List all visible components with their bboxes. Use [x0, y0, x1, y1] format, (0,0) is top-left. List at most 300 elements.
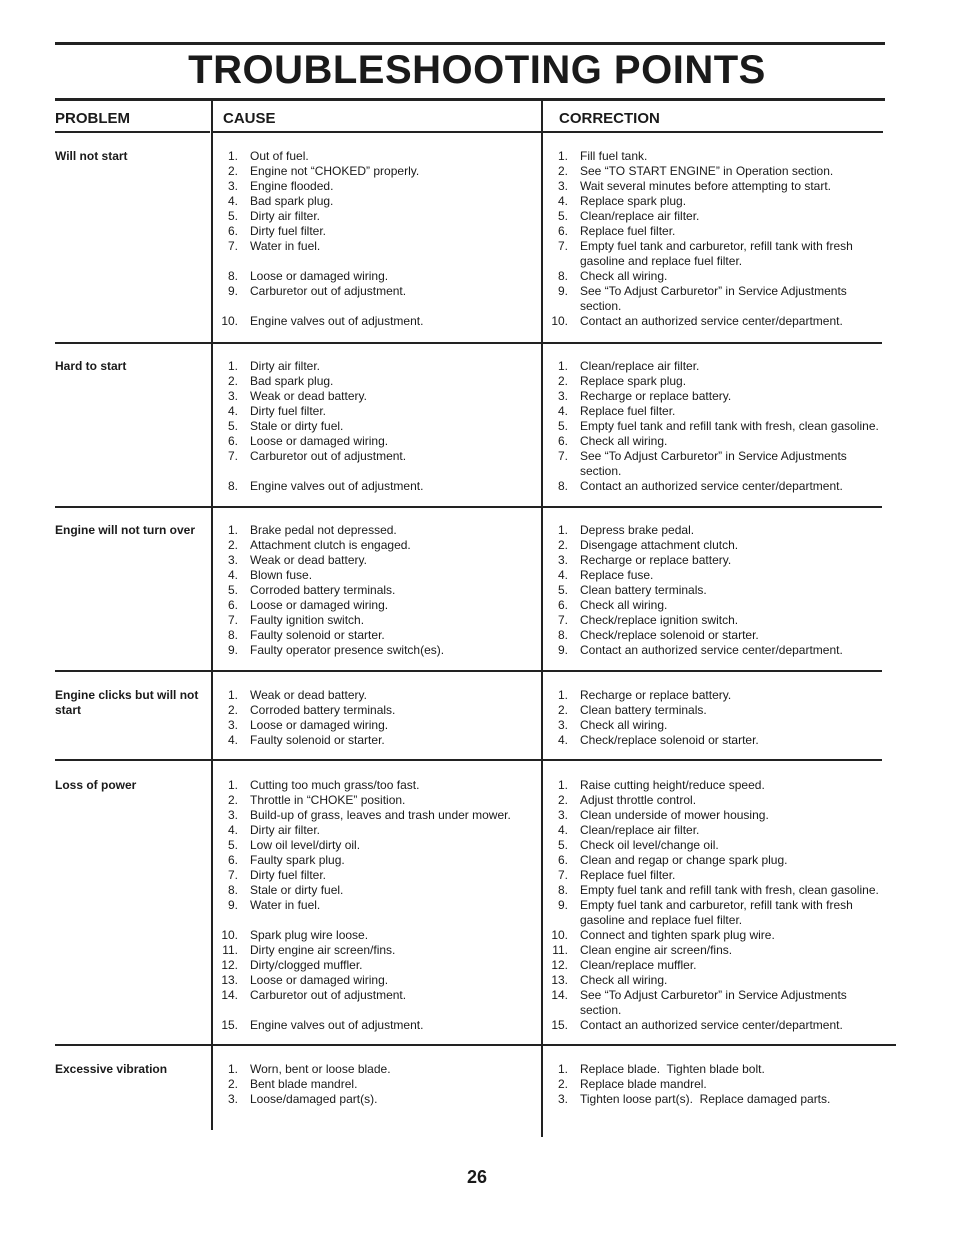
list-item	[550, 988, 885, 1018]
item-number: 8.	[227, 883, 238, 897]
item-text: Brake pedal not depressed.	[250, 523, 397, 537]
list-item	[550, 628, 885, 643]
item-number: 8.	[227, 479, 238, 493]
item-text: Clean/replace air filter.	[580, 359, 700, 373]
list-item	[550, 404, 885, 419]
list-item	[220, 568, 540, 583]
item-number: 2.	[227, 374, 238, 388]
header-correction: CORRECTION	[559, 110, 660, 127]
item-text: Loose or damaged wiring.	[250, 434, 389, 448]
list-item	[550, 1018, 885, 1033]
list-item	[220, 359, 540, 374]
item-text: Engine not “CHOKED” properly.	[250, 164, 420, 178]
item-number: 4.	[557, 733, 568, 747]
item-text: Engine valves out of adjustment.	[250, 314, 424, 328]
section-rule	[55, 670, 882, 672]
item-number: 4.	[227, 194, 238, 208]
list-item	[550, 703, 885, 718]
list-item	[550, 389, 885, 404]
item-number: 2.	[227, 703, 238, 717]
cause-list	[220, 778, 540, 1033]
item-number: 8.	[557, 269, 568, 283]
item-number: 6.	[227, 853, 238, 867]
section-rule	[55, 342, 882, 344]
item-number: 7.	[227, 449, 238, 463]
item-text: Bent blade mandrel.	[250, 1077, 358, 1091]
item-number: 3.	[557, 1092, 568, 1106]
list-item	[550, 1092, 885, 1107]
list-item	[220, 164, 540, 179]
cause-list	[220, 149, 540, 329]
item-number: 9.	[557, 898, 568, 912]
item-number: 3.	[557, 718, 568, 732]
list-item	[220, 778, 540, 793]
item-text: Contact an authorized service center/department.	[580, 479, 843, 493]
list-item	[550, 374, 885, 389]
item-number: 9.	[227, 643, 238, 657]
correction-list	[550, 1062, 885, 1107]
item-text: Loose or damaged wiring.	[250, 269, 389, 283]
item-text: Engine valves out of adjustment.	[250, 1018, 424, 1032]
list-item	[220, 688, 540, 703]
item-text: See “To Adjust Carburetor” in Service Adjustments section.	[580, 284, 847, 313]
item-number: 10.	[551, 928, 568, 942]
item-number: 6.	[557, 853, 568, 867]
item-text: Connect and tighten spark plug wire.	[580, 928, 775, 942]
problem-label: Hard to start	[55, 359, 127, 373]
item-text: Worn, bent or loose blade.	[250, 1062, 391, 1076]
item-number: 3.	[227, 389, 238, 403]
list-item	[550, 1077, 885, 1092]
list-item	[220, 209, 540, 224]
list-item	[220, 1062, 540, 1077]
column-divider-correction	[541, 100, 543, 1137]
item-text: Loose or damaged wiring.	[250, 973, 389, 987]
item-number: 15.	[221, 1018, 238, 1032]
list-item	[220, 823, 540, 838]
list-item	[220, 179, 540, 194]
item-number: 2.	[557, 703, 568, 717]
item-text: Dirty engine air screen/fins.	[250, 943, 396, 957]
item-number: 1.	[557, 1062, 568, 1076]
top-rule	[55, 42, 885, 45]
item-number: 9.	[557, 284, 568, 298]
list-item	[550, 958, 885, 973]
item-number: 4.	[557, 404, 568, 418]
item-text: Faulty solenoid or starter.	[250, 628, 385, 642]
item-number: 1.	[227, 688, 238, 702]
list-item	[220, 988, 540, 1018]
item-text: Empty fuel tank and refill tank with fresh, clean gasoline.	[580, 883, 879, 897]
item-text: Bad spark plug.	[250, 374, 334, 388]
item-number: 1.	[557, 359, 568, 373]
item-text: Weak or dead battery.	[250, 553, 367, 567]
item-text: Replace fuse.	[580, 568, 654, 582]
list-item	[550, 598, 885, 613]
item-number: 1.	[557, 523, 568, 537]
list-item	[220, 224, 540, 239]
item-number: 7.	[557, 613, 568, 627]
item-text: Recharge or replace battery.	[580, 553, 732, 567]
item-text: Stale or dirty fuel.	[250, 883, 344, 897]
item-text: Clean underside of mower housing.	[580, 808, 769, 822]
list-item	[550, 688, 885, 703]
item-text: Dirty air filter.	[250, 823, 321, 837]
item-number: 2.	[227, 793, 238, 807]
item-number: 9.	[227, 898, 238, 912]
item-number: 2.	[557, 1077, 568, 1091]
item-text: Clean/replace muffler.	[580, 958, 697, 972]
item-text: Raise cutting height/reduce speed.	[580, 778, 765, 792]
item-number: 2.	[227, 538, 238, 552]
item-number: 2.	[557, 538, 568, 552]
cause-list	[220, 523, 540, 658]
item-number: 5.	[227, 838, 238, 852]
item-number: 15.	[551, 1018, 568, 1032]
item-text: Carburetor out of adjustment.	[250, 284, 407, 298]
item-text: Cutting too much grass/too fast.	[250, 778, 420, 792]
item-text: Out of fuel.	[250, 149, 309, 163]
item-text: Carburetor out of adjustment.	[250, 988, 407, 1002]
item-text: See “To Adjust Carburetor” in Service Adjustments section.	[580, 988, 847, 1017]
item-number: 4.	[227, 823, 238, 837]
list-item	[220, 374, 540, 389]
list-item	[220, 643, 540, 658]
list-item	[220, 808, 540, 823]
item-number: 5.	[227, 419, 238, 433]
list-item	[220, 239, 540, 269]
item-number: 3.	[557, 553, 568, 567]
list-item	[220, 523, 540, 538]
list-item	[550, 568, 885, 583]
item-text: Clean battery terminals.	[580, 583, 707, 597]
item-number: 1.	[227, 1062, 238, 1076]
list-item	[220, 838, 540, 853]
list-item	[550, 643, 885, 658]
item-text: Check all wiring.	[580, 973, 668, 987]
item-number: 2.	[557, 164, 568, 178]
item-number: 1.	[557, 149, 568, 163]
list-item	[550, 449, 885, 479]
item-number: 8.	[557, 628, 568, 642]
list-item	[550, 479, 885, 494]
item-number: 3.	[227, 553, 238, 567]
section-rule	[55, 759, 882, 761]
item-number: 7.	[227, 868, 238, 882]
item-number: 3.	[227, 718, 238, 732]
item-number: 1.	[557, 778, 568, 792]
item-number: 10.	[551, 314, 568, 328]
item-text: Loose or damaged wiring.	[250, 598, 389, 612]
list-item	[220, 1092, 540, 1107]
list-item	[550, 1062, 885, 1077]
list-item	[220, 419, 540, 434]
list-item	[550, 553, 885, 568]
correction-list	[550, 778, 885, 1033]
item-text: Replace fuel filter.	[580, 404, 676, 418]
item-text: Dirty fuel filter.	[250, 868, 327, 882]
item-text: Wait several minutes before attempting to start.	[580, 179, 831, 193]
list-item	[220, 928, 540, 943]
item-text: Clean engine air screen/fins.	[580, 943, 733, 957]
list-item	[550, 853, 885, 868]
list-item	[550, 733, 885, 748]
list-item	[220, 149, 540, 164]
list-item	[220, 389, 540, 404]
item-number: 4.	[227, 404, 238, 418]
item-number: 2.	[557, 793, 568, 807]
item-text: Throttle in “CHOKE” position.	[250, 793, 406, 807]
column-divider-cause	[211, 100, 213, 1130]
list-item	[550, 239, 885, 269]
item-text: Empty fuel tank and carburetor, refill tank with fresh gasoline and replace fuel filter.	[580, 898, 853, 927]
item-text: Dirty fuel filter.	[250, 224, 327, 238]
list-item	[220, 269, 540, 284]
item-text: Contact an authorized service center/department.	[580, 314, 843, 328]
item-text: Water in fuel.	[250, 239, 321, 253]
item-text: Stale or dirty fuel.	[250, 419, 344, 433]
item-text: Disengage attachment clutch.	[580, 538, 739, 552]
section-rule	[55, 506, 882, 508]
item-number: 2.	[557, 374, 568, 388]
item-number: 7.	[227, 239, 238, 253]
list-item	[220, 598, 540, 613]
item-number: 6.	[227, 224, 238, 238]
item-text: Check all wiring.	[580, 598, 668, 612]
correction-list	[550, 523, 885, 658]
item-number: 4.	[227, 568, 238, 582]
item-text: Contact an authorized service center/department.	[580, 1018, 843, 1032]
item-number: 4.	[557, 823, 568, 837]
item-number: 11.	[222, 943, 238, 957]
item-text: Recharge or replace battery.	[580, 389, 732, 403]
list-item	[550, 434, 885, 449]
list-item	[220, 434, 540, 449]
item-number: 1.	[227, 523, 238, 537]
item-number: 10.	[221, 314, 238, 328]
list-item	[220, 194, 540, 209]
item-number: 3.	[557, 389, 568, 403]
item-number: 8.	[557, 883, 568, 897]
header-problem: PROBLEM	[55, 110, 130, 127]
list-item	[220, 733, 540, 748]
list-item	[220, 868, 540, 883]
item-number: 3.	[557, 808, 568, 822]
list-item	[220, 973, 540, 988]
list-item	[550, 419, 885, 434]
correction-list	[550, 359, 885, 494]
item-number: 3.	[227, 1092, 238, 1106]
item-number: 2.	[227, 164, 238, 178]
item-number: 8.	[227, 628, 238, 642]
item-text: Check/replace solenoid or starter.	[580, 733, 759, 747]
list-item	[550, 973, 885, 988]
item-text: See “To Adjust Carburetor” in Service Adjustments section.	[580, 449, 847, 478]
list-item	[550, 523, 885, 538]
list-item	[220, 703, 540, 718]
item-number: 13.	[551, 973, 568, 987]
item-text: Build-up of grass, leaves and trash under mower.	[250, 808, 511, 822]
item-text: Replace fuel filter.	[580, 868, 676, 882]
item-number: 3.	[227, 808, 238, 822]
item-number: 5.	[557, 838, 568, 852]
list-item	[550, 793, 885, 808]
list-item	[550, 194, 885, 209]
list-item	[550, 164, 885, 179]
list-item	[220, 1077, 540, 1092]
item-number: 6.	[557, 434, 568, 448]
item-text: Clean battery terminals.	[580, 703, 707, 717]
list-item	[550, 883, 885, 898]
item-text: Check oil level/change oil.	[580, 838, 719, 852]
item-text: Water in fuel.	[250, 898, 321, 912]
cause-list	[220, 1062, 540, 1107]
item-number: 2.	[227, 1077, 238, 1091]
correction-list	[550, 149, 885, 329]
item-text: Contact an authorized service center/department.	[580, 643, 843, 657]
item-number: 3.	[227, 179, 238, 193]
item-text: Check all wiring.	[580, 434, 668, 448]
list-item	[550, 314, 885, 329]
item-text: Adjust throttle control.	[580, 793, 697, 807]
list-item	[550, 224, 885, 239]
item-text: Replace spark plug.	[580, 194, 687, 208]
item-number: 4.	[557, 194, 568, 208]
item-text: Corroded battery terminals.	[250, 703, 396, 717]
list-item	[550, 583, 885, 598]
item-number: 5.	[557, 583, 568, 597]
item-number: 11.	[552, 943, 568, 957]
item-text: Fill fuel tank.	[580, 149, 648, 163]
item-text: Loose/damaged part(s).	[250, 1092, 378, 1106]
item-text: Weak or dead battery.	[250, 688, 367, 702]
list-item	[220, 718, 540, 733]
item-number: 9.	[227, 284, 238, 298]
list-item	[220, 583, 540, 598]
list-item	[220, 479, 540, 494]
section-rule	[55, 1044, 896, 1046]
item-text: Weak or dead battery.	[250, 389, 367, 403]
item-number: 6.	[227, 434, 238, 448]
item-text: Dirty air filter.	[250, 359, 321, 373]
list-item	[220, 613, 540, 628]
header-rule-correction	[543, 131, 883, 133]
item-text: Replace blade mandrel.	[580, 1077, 707, 1091]
list-item	[550, 928, 885, 943]
item-text: See “TO START ENGINE” in Operation section.	[580, 164, 834, 178]
list-item	[550, 284, 885, 314]
list-item	[550, 868, 885, 883]
item-text: Check/replace solenoid or starter.	[580, 628, 759, 642]
header-rule-cause	[213, 131, 541, 133]
item-text: Faulty operator presence switch(es).	[250, 643, 445, 657]
item-number: 14.	[551, 988, 568, 1002]
item-text: Bad spark plug.	[250, 194, 334, 208]
list-item	[550, 718, 885, 733]
item-number: 4.	[557, 568, 568, 582]
item-text: Check all wiring.	[580, 269, 668, 283]
item-text: Carburetor out of adjustment.	[250, 449, 407, 463]
item-number: 5.	[227, 209, 238, 223]
list-item	[550, 269, 885, 284]
item-number: 6.	[557, 598, 568, 612]
list-item	[550, 898, 885, 928]
item-text: Corroded battery terminals.	[250, 583, 396, 597]
list-item	[220, 883, 540, 898]
item-text: Check all wiring.	[580, 718, 668, 732]
list-item	[220, 1018, 540, 1033]
item-number: 1.	[557, 688, 568, 702]
item-text: Recharge or replace battery.	[580, 688, 732, 702]
item-number: 12.	[551, 958, 568, 972]
item-number: 7.	[227, 613, 238, 627]
list-item	[220, 628, 540, 643]
list-item	[550, 359, 885, 374]
item-text: Attachment clutch is engaged.	[250, 538, 411, 552]
item-number: 5.	[227, 583, 238, 597]
title-underline	[55, 98, 885, 101]
problem-label: Excessive vibration	[55, 1062, 168, 1076]
list-item	[550, 823, 885, 838]
item-number: 7.	[557, 239, 568, 253]
item-text: Engine valves out of adjustment.	[250, 479, 424, 493]
item-text: Tighten loose part(s). Replace damaged parts.	[580, 1092, 831, 1106]
list-item	[550, 778, 885, 793]
item-text: Clean/replace air filter.	[580, 209, 700, 223]
item-text: Low oil level/dirty oil.	[250, 838, 361, 852]
item-number: 10.	[221, 928, 238, 942]
item-number: 8.	[227, 269, 238, 283]
item-number: 5.	[557, 419, 568, 433]
item-number: 8.	[557, 479, 568, 493]
item-text: Blown fuse.	[250, 568, 313, 582]
list-item	[220, 793, 540, 808]
problem-label: Engine clicks but will not start	[55, 688, 199, 717]
list-item	[220, 538, 540, 553]
item-text: Clean/replace air filter.	[580, 823, 700, 837]
list-item	[550, 838, 885, 853]
list-item	[550, 209, 885, 224]
item-text: Depress brake pedal.	[580, 523, 695, 537]
item-text: Engine flooded.	[250, 179, 334, 193]
list-item	[220, 553, 540, 568]
correction-list	[550, 688, 885, 748]
item-text: Replace spark plug.	[580, 374, 687, 388]
list-item	[550, 538, 885, 553]
item-number: 6.	[557, 224, 568, 238]
item-number: 12.	[221, 958, 238, 972]
item-text: Check/replace ignition switch.	[580, 613, 739, 627]
item-text: Replace blade. Tighten blade bolt.	[580, 1062, 765, 1076]
header-cause: CAUSE	[223, 110, 276, 127]
header-rule-problem	[55, 131, 210, 133]
list-item	[220, 284, 540, 314]
list-item	[550, 943, 885, 958]
item-text: Clean and regap or change spark plug.	[580, 853, 788, 867]
list-item	[220, 314, 540, 329]
item-text: Replace fuel filter.	[580, 224, 676, 238]
list-item	[550, 613, 885, 628]
item-number: 9.	[557, 643, 568, 657]
item-number: 14.	[221, 988, 238, 1002]
list-item	[220, 943, 540, 958]
item-text: Empty fuel tank and carburetor, refill tank with fresh gasoline and replace fuel filter.	[580, 239, 853, 268]
item-text: Faulty spark plug.	[250, 853, 345, 867]
page-number: 26	[466, 1167, 488, 1187]
item-text: Loose or damaged wiring.	[250, 718, 389, 732]
item-number: 1.	[227, 359, 238, 373]
list-item	[220, 898, 540, 928]
